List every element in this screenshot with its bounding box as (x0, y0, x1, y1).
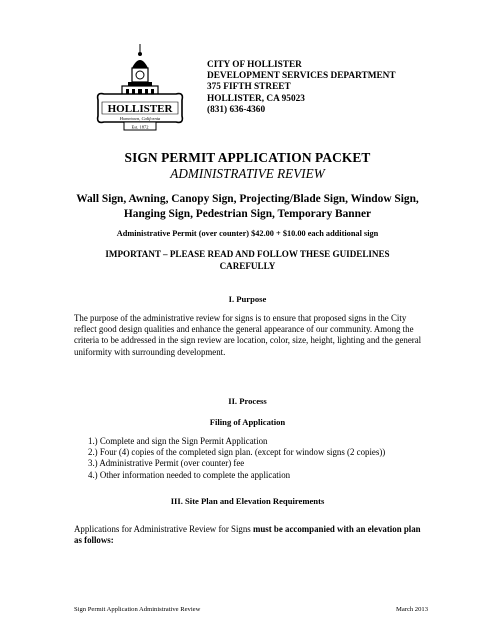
page-subtitle: ADMINISTRATIVE REVIEW (170, 166, 325, 181)
city-hall-emblem-icon (94, 42, 186, 138)
purpose-body: The purpose of the administrative review for signs is to ensure that proposed signs in the City reflect good design qualities and enhance the general appearance of our community. Among the criteria to be addressed in the sign review are location, color, size, height, lighting and the general uniformity with surrounding development. (74, 313, 422, 357)
letterhead-city-state-zip: HOLLISTER, CA 95023 (207, 93, 305, 104)
logo-tagline: Hometown, California (119, 116, 161, 121)
important-notice (70, 248, 425, 272)
purpose-heading: I. Purpose (228, 294, 267, 304)
letterhead-city: CITY OF HOLLISTER (207, 60, 302, 70)
list-item: 1.) Complete and sign the Sign Permit Application (88, 436, 268, 446)
letterhead (207, 60, 396, 116)
city-logo (94, 42, 186, 138)
site-plan-intro-text: Applications for Administrative Review for Signs (74, 524, 253, 534)
important-line-1: IMPORTANT – PLEASE READ AND FOLLOW THESE GUIDELINES (105, 249, 390, 259)
site-plan-intro-bold: must be accompanied with an elevation plan as follows: (74, 524, 421, 546)
logo-name: HOLLISTER (107, 103, 173, 115)
letterhead-department: DEVELOPMENT SERVICES DEPARTMENT (207, 71, 396, 82)
important-line-2: CAREFULLY (219, 261, 276, 271)
site-plan-intro (74, 524, 429, 546)
sign-types (70, 192, 425, 222)
sign-types-line-2: Hanging Sign, Pedestrian Sign, Temporary Banner (123, 208, 372, 220)
list-item: 4.) Other information needed to complete the application (88, 469, 291, 480)
process-list (88, 436, 385, 481)
footer-right: March 2013 (395, 606, 428, 613)
process-heading: II. Process (228, 396, 267, 406)
filing-subheading: Filing of Application (209, 417, 286, 427)
letterhead-phone: (831) 636-4360 (207, 104, 266, 115)
list-item: 3.) Administrative Permit (over counter) fee (88, 458, 245, 469)
page-title: SIGN PERMIT APPLICATION PACKET (124, 150, 371, 165)
fee-text: Administrative Permit (over counter) $42.00 + $10.00 each additional sign (116, 229, 379, 238)
list-item: 2.) Four (4) copies of the completed sign plan. (except for window signs (2 copies)) (88, 447, 386, 458)
footer-left: Sign Permit Application Administrative Review (74, 606, 201, 613)
letterhead-street: 375 FIFTH STREET (207, 82, 291, 93)
sign-types-line-1: Wall Sign, Awning, Canopy Sign, Projecting/Blade Sign, Window Sign, (76, 193, 419, 205)
site-plan-heading: III. Site Plan and Elevation Requirements (170, 496, 325, 506)
logo-established: Est. 1872 (131, 124, 149, 130)
